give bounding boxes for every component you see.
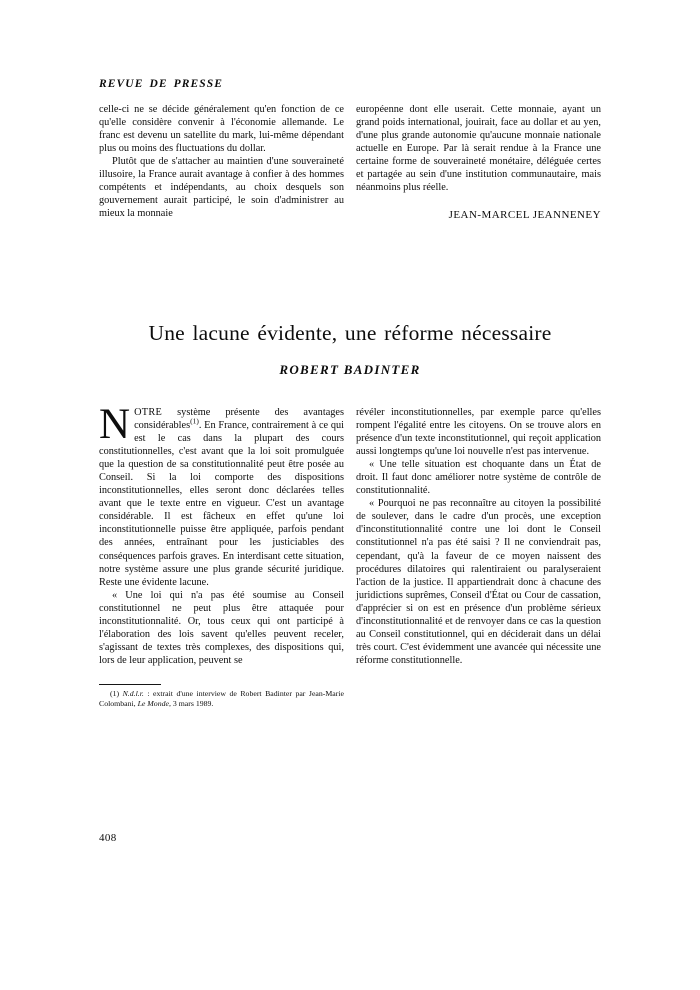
article-paragraph: « Une telle situation est choquante dans un État de droit. Il faut donc améliorer notre système de contrôle de constitutionnalité. xyxy=(356,459,601,497)
article-paragraph-opening xyxy=(99,401,344,589)
article-paragraph-text: système présente des avantages considérables xyxy=(134,407,344,432)
footnote-separator: : extrait d'une interview de Robert Badinter par Jean-Marie Colombani, xyxy=(99,688,344,708)
press-review-block xyxy=(99,103,601,221)
article-body-block xyxy=(99,401,601,708)
footnote-source: Le Monde xyxy=(137,698,169,708)
article-title: Une lacune évidente, une réforme nécessaire xyxy=(148,321,552,346)
article-right-column xyxy=(356,406,601,708)
article-paragraph: « Pourquoi ne pas reconnaître au citoyen la possibilité de soulever, dans le cadre d'un procès, une exception d'inconstitutionnalité contre une loi dont le Conseil constitutionnel n'a pas été saisi ? Il ne conviendrait pas, cependant, qu'à la faveur de ce moyen naissent des procédures dilatoires qui ralentiraient ou paralyseraient l'action de la justice. Il appartiendrait donc à chacune des juridictions suprêmes, Conseil d'État ou Cour de cassation, d'apprécier si on est en présence d'un problème sérieux d'inconstitutionnalité et de renvoyer dans ce cas la question au Conseil constitutionnel, qui en déciderait dans un délai très court. C'est évidemment une avancée qui nécessite une réforme constitutionnelle. xyxy=(356,498,601,666)
drop-cap: N xyxy=(99,401,131,448)
press-review-paragraph: Plutôt que de s'attacher au maintien d'une souveraineté illusoire, la France aurait avantage à confier à des hommes compétents et indépendants, au choix desquels son gouvernement aurait participé, le soin d'administrer au mieux la monnaie xyxy=(99,156,344,220)
footnote-reference[interactable]: (1) xyxy=(190,416,199,426)
opening-small-caps: OTRE xyxy=(134,407,163,418)
article-paragraph: « Une loi qui n'a pas été soumise au Conseil constitutionnel ne peut plus être attaquée pour inconstitutionnalité. Or, tous ceux qui ont participé à l'élaboration des lois savent qu'elles peuvent receler, s'agissant de textes très complexes, des dispositions qui, lors de leur application, peuvent se xyxy=(99,589,344,666)
footnote-date: , 3 mars 1989. xyxy=(168,698,214,708)
footnote-abbrev: N.d.l.r. xyxy=(122,688,144,698)
running-head: REVUE DE PRESSE xyxy=(99,78,224,90)
footnote-text xyxy=(99,689,344,708)
article-author: ROBERT BADINTER xyxy=(279,362,421,377)
footnote-marker: (1) xyxy=(110,688,120,698)
footnote xyxy=(99,679,344,708)
press-review-paragraph: européenne dont elle userait. Cette monnaie, ayant un grand poids international, jouirait, face au dollar et au yen, d'une plus grande autonomie qu'aucune monnaie nationale actuelle en Europe. Par là serait rendue à la France une certaine forme de souveraineté monétaire, déléguée certes et partagée au sein d'une institution communautaire, mais néanmoins plus réelle. xyxy=(356,104,601,194)
article-paragraph: révéler inconstitutionnelles, par exemple parce qu'elles rompent l'égalité entre les citoyens. On se trouve alors en présence d'un texte inconstitutionnel, qui reçoit application aussi longtemps qu'une loi nouvelle n'est pas intervenue. xyxy=(356,407,601,458)
article-left-column xyxy=(99,401,344,708)
press-review-signature: JEAN-MARCEL JEANNENEY xyxy=(448,209,601,222)
page-number: 408 xyxy=(99,832,117,844)
press-review-left-column xyxy=(99,103,344,221)
press-review-right-column xyxy=(356,103,601,221)
press-review-paragraph: celle-ci ne se décide généralement qu'en fonction de ce qu'elle considère convenir à l'économie allemande. Le franc est devenu un satellite du mark, lui-même dépendant plus ou moins des fluctuations du dollar. xyxy=(99,104,344,155)
article-paragraph-text-continued: . En France, contrairement à ce qui est le cas dans la plupart des cours constitutionnelles, c'est avant que la loi soit promulguée que la question de sa constitutionnalité peut être posée au Conseil. Si la loi comporte des dispositions inconstitutionnelles, elles seront donc déclarées telles avant que le texte entre en vigueur. C'est un avantage considérable. Il est fâcheux en effet qu'une loi inconstitutionnelle puisse être appliquée, parfois pendant des années, entraînant pour les justiciables des conséquences parfois graves. En interdisant cette situation, notre système assure une plus grande sécurité juridique. Reste une évidente lacune. xyxy=(99,420,344,588)
